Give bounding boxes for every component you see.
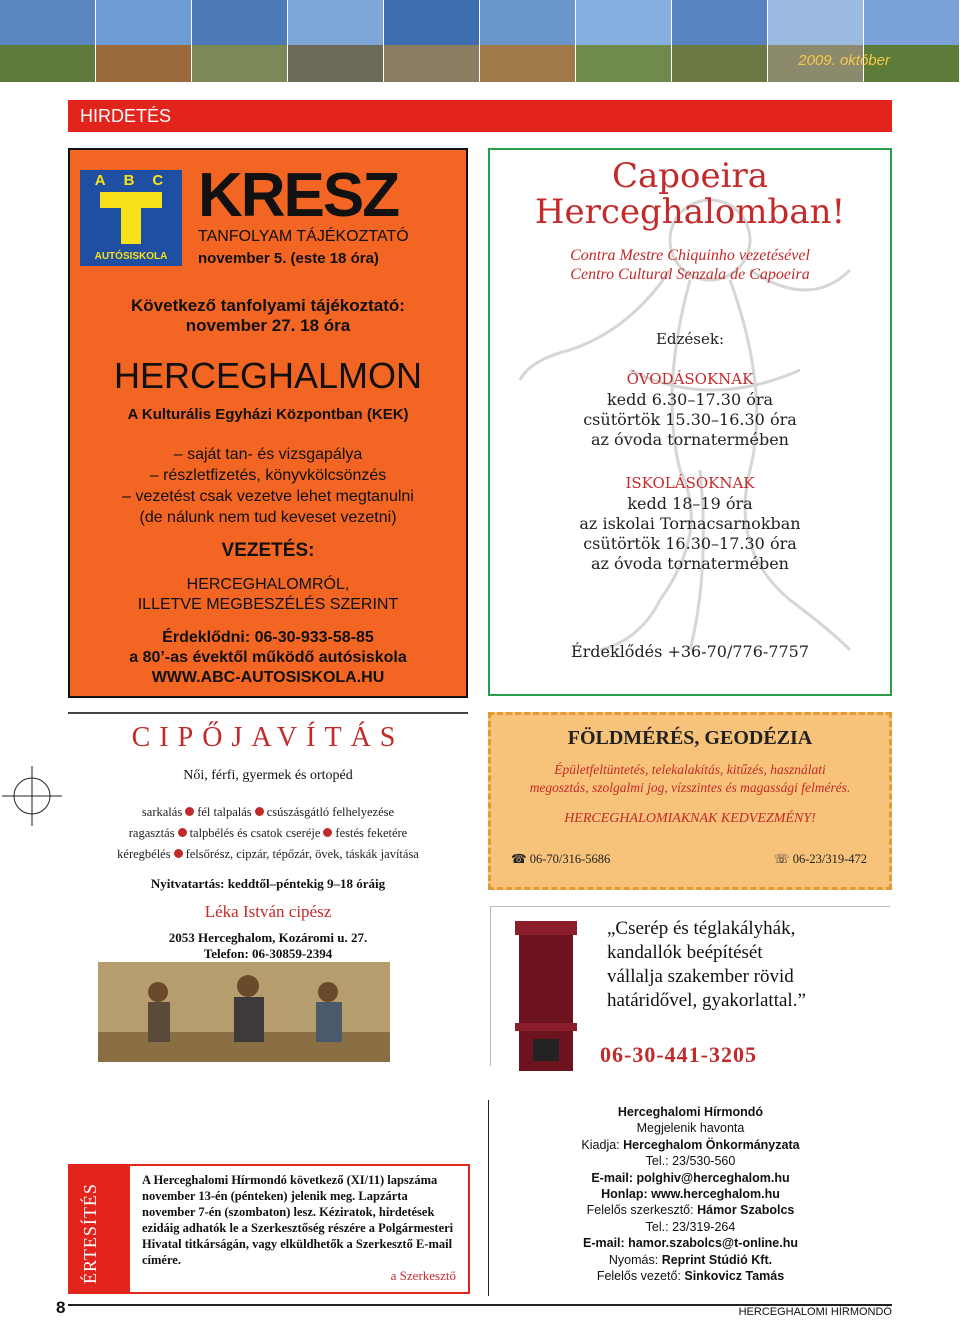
next-course-line: november 27. 18 óra [185,316,351,335]
bullet-icon [174,849,183,858]
abc-autosiskola-logo [80,170,182,266]
shoemaker-address [68,930,468,962]
schedule-line: csütörtök 16.30–17.30 óra [583,534,797,553]
issue-date: 2009. október [798,52,890,69]
schedule-line: kedd 6.30–17.30 óra [606,390,774,409]
feature-line: – részletfizetés, könyvkölcsönzés [149,467,387,484]
kresz-city: HERCEGHALMON [113,355,423,396]
description-line: megosztás, szolgalmi jog, vízszintes és magassági felmérés. [529,780,851,795]
footer-title: HERCEGHALOMI HÍRMONDÓ [731,1306,892,1318]
stove-line: „Cserép és téglakályhák, [607,918,796,939]
photo-ground [0,45,95,82]
shoe-repair-services [68,802,468,865]
kids-schedule [490,390,890,450]
bullet-icon [178,828,187,837]
publisher-name: Herceghalom Önkormányzata [623,1137,800,1152]
imprint-editor [489,1202,892,1218]
description-line: Épületfeltüntetés, telekalakítás, kitűzés, használati [554,762,826,777]
title-line: Herceghalomban! [534,192,846,232]
photo-sky [864,0,959,45]
photo-ground [576,45,671,82]
section-title: HIRDETÉS [68,100,892,132]
photo-sky [384,0,479,45]
header-photo [288,0,384,82]
stove-line: vállalja szakember rövid [607,966,794,987]
kresz-date: november 5. (este 18 óra) [198,250,379,267]
service-line [68,802,468,823]
capoeira-subtitle [490,246,890,284]
header-photo [768,0,864,82]
lead-label: Felelős vezető: [596,1269,685,1284]
subtitle-line: Contra Mestre Chiquinho vezetésével [570,247,810,264]
schedule-line: az óvoda tornatermében [591,554,789,573]
surveying-discount: HERCEGHALOMIAKNAK KEDVEZMÉNY! [564,811,816,826]
printer-label: Nyomás: [608,1252,662,1267]
surveying-phone [774,851,867,867]
imprint-email[interactable]: E-mail: polghiv@herceghalom.hu [591,1170,790,1185]
contact-line: Érdeklődni: 06-30-933-58-85 [162,629,374,646]
header-photo-strip [0,0,960,82]
imprint-tel: Tel.: 23/530-560 [645,1154,736,1169]
photo-sky [576,0,671,45]
schedule-line: csütörtök 15.30–16.30 óra [583,410,797,429]
notice-box [130,1164,470,1294]
surveying-advert [488,712,892,890]
header-photo [0,0,96,82]
header-photo [480,0,576,82]
editor-name: Hámor Szabolcs [697,1203,795,1218]
service-line [68,844,468,865]
stove-line: kandallók beépítését [607,942,763,963]
logo-letters: ABC [94,172,182,189]
logo-name: AUTÓSISKOLA [94,251,168,262]
header-photo [384,0,480,82]
registration-mark-icon [2,766,62,826]
next-course-line: Következő tanfolyami tájékoztató: [131,296,405,315]
photo-sky [288,0,383,45]
photo-sky [96,0,191,45]
trainings-heading: Edzések: [655,330,725,348]
website-link[interactable]: WWW.ABC-AUTOSISKOLA.HU [151,669,385,686]
service-item: kéregbélés [117,847,171,861]
photo-sky [672,0,767,45]
service-item: festés feketére [335,826,408,840]
notice-label-strip [68,1164,130,1294]
next-course [70,296,466,336]
bullet-icon [323,828,332,837]
editor-email[interactable]: E-mail: hamor.szabolcs@t-online.hu [583,1236,798,1251]
photo-ground [672,45,767,82]
contact-line: a 80’-as évektől működő autósiskola [129,649,407,666]
service-item: felsőrész, cipzár, tépőzár, övek, táskák javítása [185,847,419,861]
surveying-title: FÖLDMÉRÉS, GEODÉZIA [567,727,813,749]
mobile-phone-icon: ☎ [511,852,527,866]
photo-ground [480,45,575,82]
school-schedule [490,494,890,574]
lead-name: Sinkovicz Tamás [684,1269,785,1284]
imprint-lead [489,1268,892,1284]
feature-line: (de nálunk nem tud keveset vezetni) [139,509,397,526]
school-heading: ISKOLÁSOKNAK [625,474,755,492]
service-item: ragasztás [128,826,175,840]
driving-from-line: HERCEGHALOMRÓL, [186,576,350,593]
mobile-number: 06-70/316-5686 [529,852,611,866]
notice-signature: a Szerkesztő [390,1268,456,1283]
imprint [488,1100,892,1296]
bullet-icon [185,807,194,816]
notice-text: A Herceghalomi Hírmondó következő (XI/11) lapszáma november 13-én (pénteken) jelenik meg. Lapzárta november 7-én (szombaton) lesz. Kéziratok, hirdetések ezidáig adhatók le a Szerkesztőség részére a Polgármesteri Hivatal titkárságán, vagy elküldhetők a Szerkesztő E-mail címére. [142,1173,454,1267]
shoe-repair-advert [68,712,468,961]
service-item: sarkalás [141,805,183,819]
service-item: csúszásgátló felhelyezése [266,805,395,819]
service-item: talpbélés és csatok cseréje [189,826,321,840]
driving-heading: VEZETÉS: [221,540,315,561]
shoe-repair-title: CIPŐJAVÍTÁS [131,722,405,753]
driving-from-line: ILLETVE MEGBESZÉLÉS SZERINT [137,596,399,613]
imprint-publisher [489,1137,892,1153]
schedule-line: kedd 18–19 óra [627,494,753,513]
feature-line: – vezetést csak vezetve lehet megtanulni [122,488,414,505]
photo-ground [288,45,383,82]
feature-line: – saját tan- és vizsgapálya [173,446,363,463]
photo-sky [768,0,863,45]
imprint-printer [489,1252,892,1268]
editor-tel: Tel.: 23/319-264 [645,1219,736,1234]
stove-line: határidővel, gyakorlattal.” [607,990,806,1011]
subtitle-line: Centro Cultural Senzala de Capoeira [570,266,810,283]
driving-from [70,575,466,615]
imprint-website[interactable]: Honlap: www.herceghalom.hu [601,1187,780,1202]
photo-ground [96,45,191,82]
editor-label: Felelős szerkesztő: [586,1203,698,1218]
phone-icon: ☏ [773,852,790,866]
tile-stove-image [511,921,581,1071]
printer-name: Reprint Stúdió Kft. [661,1252,773,1267]
publisher-label: Kiadja: [581,1137,624,1152]
kresz-place: A Kulturális Egyházi Központban (KEK) [127,406,409,423]
logo-t-stem [121,206,141,244]
capoeira-title [490,158,890,230]
schedule-line: az óvoda tornatermében [591,430,789,449]
shoemaker-workshop-illustration [98,962,390,1062]
header-photo [192,0,288,82]
imprint-name: Herceghalomi Hírmondó [617,1105,764,1119]
service-item: fél talpalás [197,805,252,819]
surveying-description [501,761,879,797]
capoeira-contact: Érdeklődés +36-70/776-7757 [570,642,810,661]
stove-phone: 06-30-441-3205 [600,1042,757,1067]
notice-label: ÉRTESÍTÉS [80,1183,100,1284]
header-photo [96,0,192,82]
header-photo [576,0,672,82]
imprint-frequency: Megjelenik havonta [636,1121,745,1136]
kresz-title: KRESZ [198,161,399,230]
header-photo [864,0,960,82]
surveying-mobile [511,851,610,867]
bullet-icon [255,807,264,816]
photo-sky [0,0,95,45]
photo-ground [192,45,287,82]
photo-sky [480,0,575,45]
header-photo [672,0,768,82]
address-line: 2053 Herceghalom, Kozáromi u. 27. [168,930,368,945]
stove-text [607,917,806,1013]
shoemaker-name: Léka István cipész [204,902,332,921]
service-line [68,823,468,844]
schedule-line: az iskolai Tornacsarnokban [579,514,801,533]
kresz-contact [70,628,466,688]
photo-sky [192,0,287,45]
phone-number: 06-23/319-472 [792,852,867,866]
kresz-features [70,444,466,528]
title-line: Capoeira [611,156,769,196]
kids-heading: ÓVODÁSOKNAK [626,370,754,388]
opening-hours: Nyitvatartás: keddtől–péntekig 9–18 óráig [150,876,386,891]
shoe-repair-subtitle: Női, férfi, gyermek és ortopéd [183,768,353,783]
kresz-subtitle: TANFOLYAM TÁJÉKOZTATÓ [198,228,409,245]
kresz-advert [68,148,468,698]
photo-ground [384,45,479,82]
phone-line: Telefon: 06-30859-2394 [203,946,333,961]
capoeira-advert [488,148,892,696]
page-number: 8 [56,1298,66,1317]
